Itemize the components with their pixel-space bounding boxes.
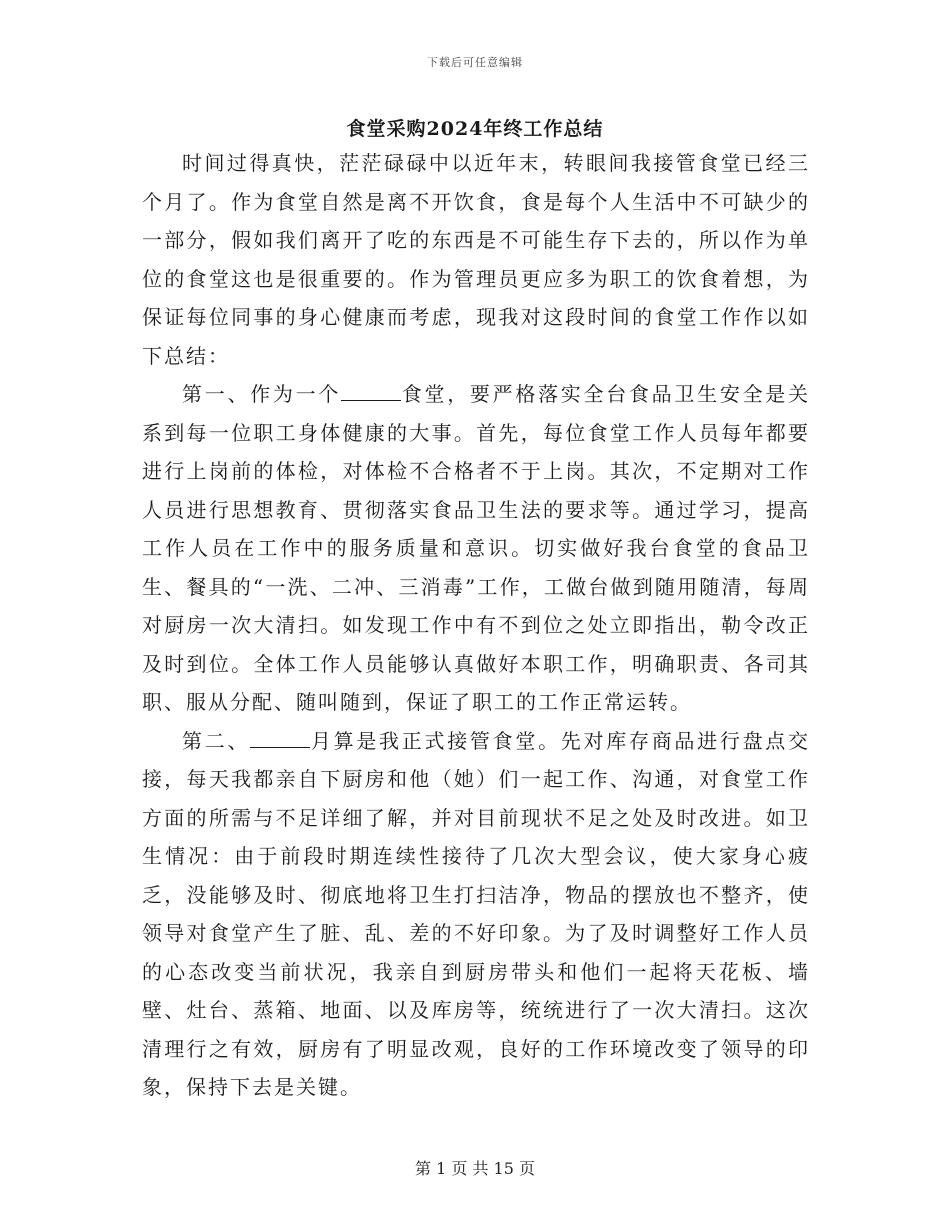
- paragraph-text: 时间过得真快，茫茫碌碌中以近年末，转眼间我接管食堂已经三个月了。作为食堂自然是离不开饮食，食是每个人生活中不可缺少的一部分，假如我们离开了吃的东西是不可能生存下去的，所以作为单位的食堂这也是很重要的。作为管理员更应多为职工的饮食着想，为保证每位同事的身心健康而考虑，现我对这段时间的食堂工作作以如下总结：: [142, 151, 810, 368]
- fill-in-blank: [250, 729, 310, 748]
- paragraph-text-before-blank: 第一、作为一个: [182, 382, 342, 406]
- page-number: 第 1 页 共 15 页: [415, 1159, 535, 1178]
- paragraph-first-point: [142, 375, 810, 722]
- paragraph-second-point: [142, 722, 810, 1107]
- document-title: 食堂采购2024年终工作总结: [346, 118, 604, 140]
- paragraph-text-after-blank: 食堂，要严格落实全台食品卫生安全是关系到每一位职工身体健康的大事。首先，每位食堂工作人员每年都要进行上岗前的体检，对体检不合格者不于上岗。其次，不定期对工作人员进行思想教育、贯彻落实食品卫生法的要求等。通过学习，提高工作人员在工作中的服务质量和意识。切实做好我台食堂的食品卫生、餐具的“一洗、二冲、三消毒”工作，工做台做到随用随清，每周对厨房一次大清扫。如发现工作中有不到位之处立即指出，勒令改正及时到位。全体工作人员能够认真做好本职工作，明确职责、各司其职、服从分配、随叫随到，保证了职工的工作正常运转。: [142, 382, 811, 714]
- paragraph-text-before-blank: 第二、: [182, 728, 251, 753]
- paragraph-text-after-blank: 月算是我正式接管食堂。先对库存商品进行盘点交接，每天我都亲自下厨房和他（她）们一起工作、沟通，对食堂工作方面的所需与不足详细了解，并对目前现状不足之处及时改进。如卫生情况：由于前段时期连续性接待了几次大型会议，使大家身心疲乏，没能够及时、彻底地将卫生打扫洁净，物品的摆放也不整齐，使领导对食堂产生了脏、乱、差的不好印象。为了及时调整好工作人员的心态改变当前状况，我亲自到厨房带头和他们一起将天花板、墙壁、灶台、蒸箱、地面、以及库房等，统统进行了一次大清扫。这次清理行之有效，厨房有了明显改观，良好的工作环境改变了领导的印象，保持下去是关键。: [142, 728, 811, 1099]
- fill-in-blank: [341, 382, 401, 401]
- paragraph-intro: [142, 144, 810, 375]
- header-note: 下载后可任意编辑: [427, 56, 523, 69]
- document-body: [142, 144, 810, 1107]
